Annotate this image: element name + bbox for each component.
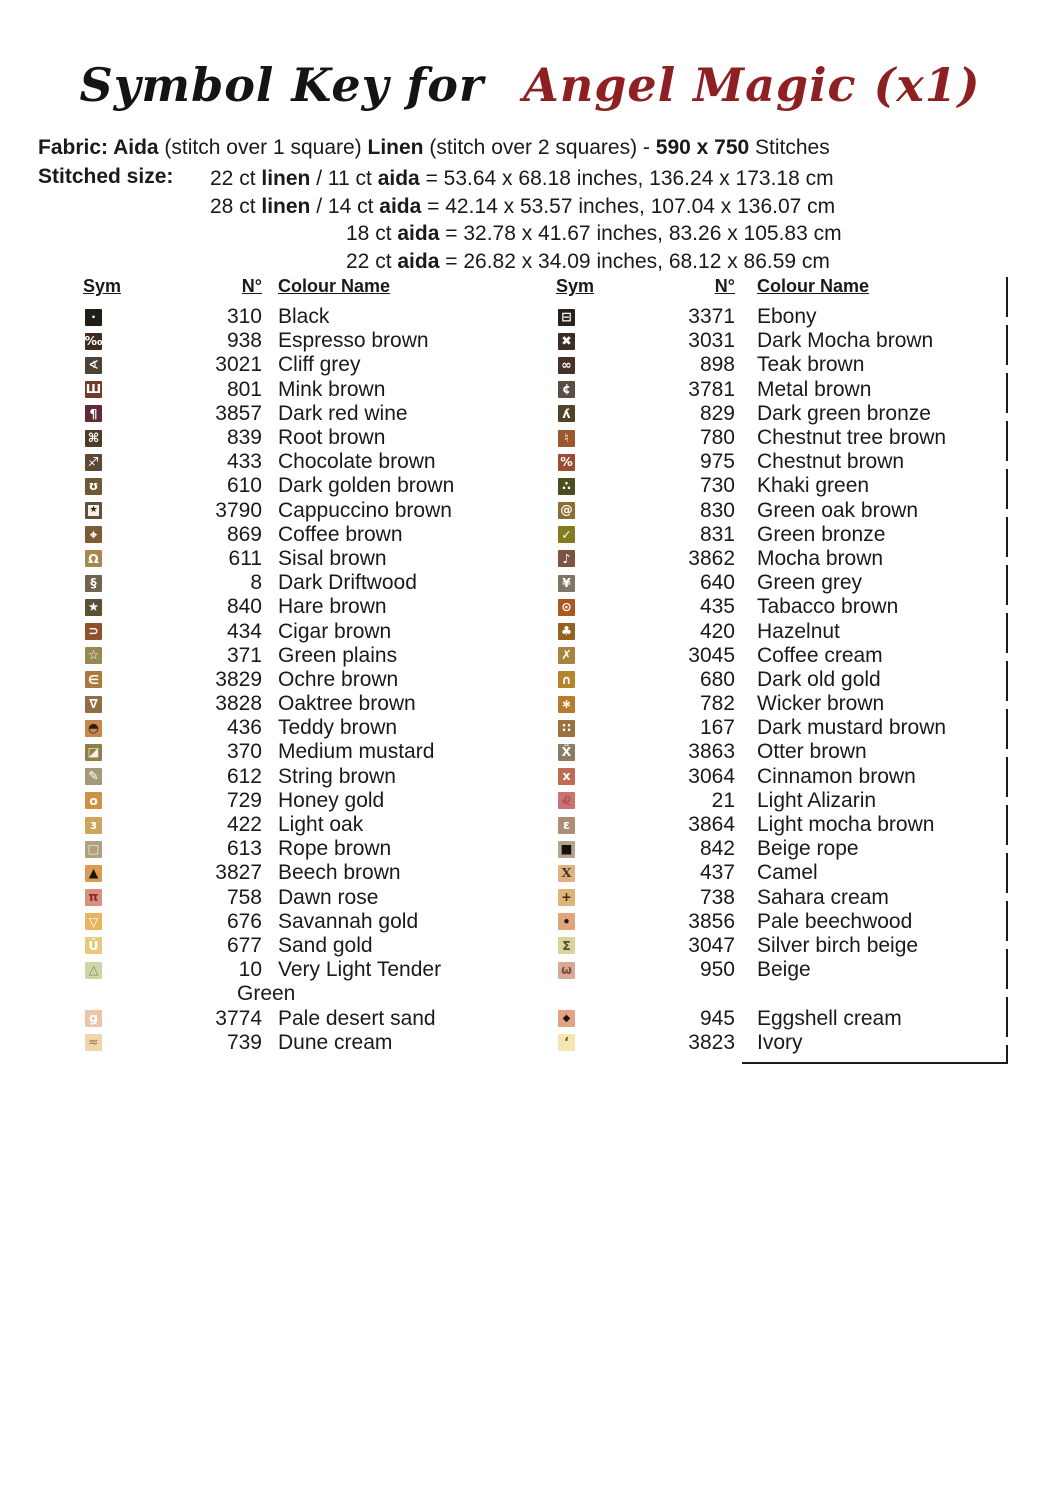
colour-name: Cappuccino brown (278, 498, 452, 522)
adjacent-page-dashed-border (1006, 277, 1008, 1063)
thread-number: 3856 (688, 909, 735, 933)
colour-name: Coffee cream (757, 643, 883, 667)
key-row (85, 861, 555, 885)
key-table-header (85, 276, 555, 305)
colour-name: Teak brown (757, 353, 865, 377)
thread-number: 782 (699, 692, 735, 716)
colour-name: Savannah gold (278, 909, 419, 933)
key-row (85, 982, 555, 1006)
stitch-symbol-swatch: Ш (85, 381, 102, 397)
header-number: N° (241, 276, 262, 296)
stitch-symbol-glyph: ★ (89, 505, 98, 516)
stitch-symbol-swatch: x (558, 768, 575, 785)
stitch-symbol-swatch: ⊙ (558, 599, 575, 616)
stitch-symbol-swatch: ¢ (558, 381, 575, 398)
thread-number: 3031 (688, 329, 735, 353)
stitch-symbol-swatch: ∗ (558, 696, 575, 713)
pattern-name: Angel Magic (x1) (523, 58, 981, 112)
stitch-symbol-swatch: ¥ (558, 575, 575, 592)
stitch-symbol-swatch: ω (558, 962, 575, 979)
thread-number: 677 (226, 933, 262, 957)
key-row (558, 765, 1028, 789)
thread-number: 3864 (688, 813, 735, 837)
thread-number: 842 (699, 837, 735, 861)
key-row (85, 716, 555, 740)
colour-name: Dark green bronze (757, 401, 931, 425)
colour-name: Dark Mocha brown (757, 329, 934, 353)
key-row (558, 571, 1028, 595)
key-row (85, 813, 555, 837)
colour-name: Dark Driftwood (278, 571, 417, 595)
key-row (558, 353, 1028, 377)
stitch-symbol-swatch: ‘ (558, 1034, 575, 1051)
colour-name: Sahara cream (757, 885, 889, 909)
key-column-right (558, 276, 1028, 1055)
stitched-size-label: Stitched size: (38, 165, 174, 188)
colour-name: Green bronze (757, 522, 886, 546)
thread-number: 830 (699, 498, 735, 522)
text-segment: aida (379, 194, 422, 218)
key-row (85, 1031, 555, 1055)
stitch-symbol-swatch: π (85, 889, 102, 906)
colour-name: Ivory (757, 1030, 803, 1054)
thread-number: 738 (699, 885, 735, 909)
colour-name: Cinnamon brown (757, 764, 916, 788)
thread-number: 436 (226, 716, 262, 740)
key-row (85, 378, 555, 402)
thread-number: 640 (699, 571, 735, 595)
key-row (85, 305, 555, 329)
colour-name: Mink brown (278, 377, 386, 401)
key-row (558, 740, 1028, 764)
key-row (558, 402, 1028, 426)
colour-name: Espresso brown (278, 329, 429, 353)
stitch-symbol-swatch: Ω (85, 550, 102, 567)
key-row (85, 474, 555, 498)
key-row (558, 450, 1028, 474)
stitch-symbol-swatch: g (85, 1010, 102, 1027)
thread-number: 610 (226, 474, 262, 498)
key-row (85, 668, 555, 692)
thread-number: 10 (238, 958, 262, 982)
text-segment: 18 ct (346, 222, 398, 246)
thread-number: 8 (250, 571, 262, 595)
colour-name: Green plains (278, 643, 398, 667)
thread-number: 3371 (688, 305, 735, 329)
key-row (85, 619, 555, 643)
stitch-symbol-swatch: ♮ (558, 430, 575, 447)
thread-number: 21 (711, 788, 735, 812)
stitch-symbol-swatch: ∩ (558, 671, 575, 688)
colour-name: Wicker brown (757, 692, 885, 716)
thread-number: 167 (699, 716, 735, 740)
stitch-symbol-swatch: ♌ (558, 792, 575, 809)
stitch-symbol-swatch: Σ (558, 937, 575, 954)
colour-name: Rope brown (278, 837, 392, 861)
colour-name: Tabacco brown (757, 595, 899, 619)
stitch-symbol-swatch: Ū (85, 937, 102, 954)
key-row (85, 692, 555, 716)
key-row (85, 402, 555, 426)
thread-number: 435 (699, 595, 735, 619)
stitch-symbol-swatch: • (558, 913, 575, 930)
text-segment: Linen (367, 136, 424, 159)
stitch-symbol-swatch: % (558, 454, 575, 471)
stitch-symbol-swatch: ♐ (85, 454, 102, 471)
stitched-size-line (210, 165, 842, 193)
stitch-symbol-swatch: @ (558, 502, 575, 519)
stitched-size-line (210, 193, 842, 221)
thread-number: 739 (226, 1030, 262, 1054)
header-number: N° (714, 276, 735, 296)
thread-number: 3781 (688, 377, 735, 401)
thread-number: 3829 (215, 667, 262, 691)
stitch-symbol-swatch: ✖ (558, 333, 575, 350)
colour-name: Dark old gold (757, 667, 881, 691)
colour-name: Cigar brown (278, 619, 392, 643)
thread-number: 3045 (688, 643, 735, 667)
colour-name: Sand gold (278, 933, 373, 957)
text-segment: linen (261, 167, 311, 190)
text-segment: = 26.82 x 34.09 inches, 68.12 x 86.59 cm (439, 249, 830, 273)
key-row (85, 523, 555, 547)
key-table-header (558, 276, 1028, 305)
key-row (558, 813, 1028, 837)
colour-name: Root brown (278, 426, 386, 450)
key-row (85, 740, 555, 764)
thread-number: 780 (699, 426, 735, 450)
colour-name: Ochre brown (278, 667, 399, 691)
stitch-symbol-swatch: + (558, 889, 575, 906)
thread-number: 613 (226, 837, 262, 861)
colour-name: Ebony (757, 305, 817, 329)
key-row (85, 499, 555, 523)
thread-number: 869 (226, 522, 262, 546)
colour-name: Coffee brown (278, 522, 403, 546)
thread-number: 611 (228, 546, 262, 570)
thread-number: 3823 (688, 1030, 735, 1054)
thread-number: 3790 (215, 498, 262, 522)
key-row (85, 353, 555, 377)
colour-name: Metal brown (757, 377, 872, 401)
key-row (85, 1006, 555, 1030)
key-row (85, 886, 555, 910)
key-row (558, 305, 1028, 329)
stitch-symbol-swatch: ʎ (558, 405, 575, 422)
colour-name: Honey gold (278, 788, 385, 812)
thread-number: 434 (226, 619, 262, 643)
thread-number: 831 (699, 522, 735, 546)
colour-name: Beech brown (278, 861, 401, 885)
thread-number: 3827 (215, 861, 262, 885)
stitched-size-line (210, 220, 842, 248)
thread-number: 3047 (688, 933, 735, 957)
colour-name: Hazelnut (757, 619, 840, 643)
colour-name: Cliff grey (278, 353, 361, 377)
stitch-symbol-swatch: ♪ (558, 550, 575, 567)
text-segment: 22 ct (346, 249, 398, 273)
thread-number: 730 (699, 474, 735, 498)
thread-number: 839 (226, 426, 262, 450)
key-row (558, 692, 1028, 716)
key-row (558, 934, 1028, 958)
thread-number: 950 (699, 958, 735, 982)
colour-name: Chestnut brown (757, 450, 905, 474)
text-segment: Stitches (749, 136, 830, 159)
key-row (558, 958, 1028, 982)
stitch-symbol-swatch: ▽ (85, 913, 102, 930)
stitch-symbol-swatch: ∴ (558, 478, 575, 495)
thread-number: 758 (226, 885, 262, 909)
thread-number: 945 (699, 1006, 735, 1030)
key-row (558, 644, 1028, 668)
thread-number: 3862 (688, 546, 735, 570)
stitch-symbol-swatch: Ẍ (558, 744, 575, 761)
thread-number: 975 (699, 450, 735, 474)
colour-name: Light oak (278, 813, 364, 837)
key-row (558, 1006, 1028, 1030)
header-sym: Sym (556, 276, 595, 296)
text-segment: aida (397, 249, 440, 273)
thread-number: 420 (699, 619, 735, 643)
stitch-symbol-swatch: ■ (558, 841, 575, 858)
key-row (558, 861, 1028, 885)
key-row (558, 595, 1028, 619)
colour-name: Light mocha brown (757, 813, 935, 837)
key-row (558, 547, 1028, 571)
text-segment: linen (261, 194, 311, 218)
thread-number: 829 (699, 401, 735, 425)
stitch-symbol-swatch: · (85, 309, 102, 326)
stitch-symbol-swatch: ▲ (85, 865, 102, 882)
stitched-size-line (210, 248, 842, 276)
colour-name: Pale desert sand (278, 1006, 436, 1030)
stitch-symbol-swatch: ✓ (558, 526, 575, 543)
fabric-info-line (38, 136, 830, 160)
thread-number: 3064 (688, 764, 735, 788)
thread-number: 676 (226, 909, 262, 933)
stitch-symbol-swatch: ★ (85, 599, 102, 616)
colour-name: Chocolate brown (278, 450, 436, 474)
stitch-symbol-swatch: ⊃ (85, 623, 102, 640)
stitch-symbol-swatch: ◆ (558, 1010, 575, 1027)
key-row (85, 644, 555, 668)
key-row (85, 547, 555, 571)
key-row (85, 426, 555, 450)
stitch-symbol-swatch: ∞ (558, 357, 575, 374)
colour-name: Pale beechwood (757, 909, 913, 933)
colour-name: Mocha brown (757, 546, 884, 570)
stitch-symbol-swatch: ◓ (85, 720, 102, 737)
stitch-symbol-swatch (85, 502, 102, 519)
colour-name: Dawn rose (278, 885, 379, 909)
colour-name: Black (278, 305, 330, 329)
key-row (85, 450, 555, 474)
key-row (558, 499, 1028, 523)
key-row (558, 474, 1028, 498)
colour-name: Chestnut tree brown (757, 426, 947, 450)
colour-name: Very Light Tender (278, 958, 442, 982)
page-title (0, 58, 1060, 112)
text-segment: 22 ct (210, 167, 262, 190)
stitch-symbol-swatch: ⊟ (558, 309, 575, 326)
header-colour-name: Colour Name (278, 276, 391, 296)
colour-name: Hare brown (278, 595, 387, 619)
header-colour-name: Colour Name (757, 276, 870, 296)
thread-number: 801 (226, 377, 262, 401)
adjacent-page-bottom-border (742, 1062, 1008, 1064)
colour-name: Beige rope (757, 837, 859, 861)
stitch-symbol-swatch: ☆ (85, 647, 102, 664)
key-row (558, 837, 1028, 861)
colour-name: Light Alizarin (757, 788, 877, 812)
key-row (558, 789, 1028, 813)
thread-number: 433 (226, 450, 262, 474)
key-row (85, 571, 555, 595)
key-column-left (85, 276, 555, 1055)
thread-number: 437 (699, 861, 735, 885)
stitch-symbol-swatch: ∢ (85, 357, 102, 374)
stitch-symbol-swatch: ∇ (85, 696, 102, 713)
thread-number: 612 (226, 764, 262, 788)
thread-number: 310 (226, 305, 262, 329)
stitch-symbol-swatch: ⌖ (85, 526, 102, 543)
key-row (558, 668, 1028, 692)
header-sym: Sym (83, 276, 122, 296)
text-segment: = 42.14 x 53.57 inches, 107.04 x 136.07 cm (421, 194, 836, 218)
key-row (558, 910, 1028, 934)
text-segment: 590 x 750 (655, 136, 750, 159)
stitched-size-lines (210, 165, 842, 275)
key-row (558, 329, 1028, 353)
text-segment: aida (377, 167, 420, 190)
key-row (558, 1031, 1028, 1055)
text-segment: / 14 ct (310, 194, 380, 218)
stitch-symbol-swatch: △ (85, 962, 102, 979)
text-segment: (stitch over 2 squares) - (423, 136, 656, 159)
thread-number: 370 (226, 740, 262, 764)
stitch-symbol-swatch: ε (558, 817, 575, 834)
stitch-symbol-swatch: ¶ (85, 405, 102, 422)
stitch-symbol-swatch: ∈ (85, 671, 102, 688)
thread-number: 422 (226, 813, 262, 837)
thread-number: 840 (226, 595, 262, 619)
text-segment: Aida (113, 136, 159, 159)
colour-name: Green oak brown (757, 498, 919, 522)
thread-number: 3857 (215, 401, 262, 425)
colour-name: String brown (278, 764, 396, 788)
thread-number: 371 (226, 643, 262, 667)
colour-name: Medium mustard (278, 740, 435, 764)
thread-number: 938 (226, 329, 262, 353)
stitch-symbol-swatch: ʊ (85, 478, 102, 495)
key-row (85, 789, 555, 813)
colour-name: Eggshell cream (757, 1006, 902, 1030)
thread-number: 3828 (215, 692, 262, 716)
text-segment: aida (397, 222, 440, 246)
key-row (85, 837, 555, 861)
colour-name: Green grey (757, 571, 863, 595)
key-row (558, 426, 1028, 450)
thread-number: 898 (699, 353, 735, 377)
colour-name: Oaktree brown (278, 692, 416, 716)
key-row (85, 958, 555, 982)
stitch-symbol-swatch: ✎ (85, 768, 102, 785)
text-segment: (stitch over 1 square) (158, 136, 368, 159)
stitch-symbol-swatch: X (558, 865, 575, 882)
stitch-symbol-swatch: o (85, 792, 102, 809)
stitch-symbol-swatch: ✗ (558, 647, 575, 664)
stitch-symbol-swatch: ɜ (85, 817, 102, 834)
colour-name: Dark mustard brown (757, 716, 947, 740)
key-row (558, 886, 1028, 910)
colour-name: Otter brown (757, 740, 867, 764)
stitch-symbol-swatch: ⌘ (85, 430, 102, 447)
text-segment: / 11 ct (310, 167, 378, 190)
thread-number: 3021 (215, 353, 262, 377)
stitch-symbol-swatch: ♣ (558, 623, 575, 640)
key-row (558, 523, 1028, 547)
stitch-symbol-swatch: ≈ (85, 1034, 102, 1051)
key-row (558, 378, 1028, 402)
key-row (85, 765, 555, 789)
colour-name: Khaki green (757, 474, 870, 498)
colour-name: Camel (757, 861, 818, 885)
key-row (85, 329, 555, 353)
colour-name: Dark red wine (278, 401, 408, 425)
colour-name: Teddy brown (278, 716, 398, 740)
key-row (558, 619, 1028, 643)
colour-name: Sisal brown (278, 546, 387, 570)
thread-number: 729 (226, 788, 262, 812)
text-segment: Fabric: (38, 136, 114, 159)
title-prefix: Symbol Key for (79, 58, 485, 112)
key-row (85, 934, 555, 958)
colour-name: Silver birch beige (757, 933, 919, 957)
key-row (85, 595, 555, 619)
thread-number: 3774 (215, 1006, 262, 1030)
text-segment: = 32.78 x 41.67 inches, 83.26 x 105.83 cm (439, 222, 842, 246)
text-segment: 28 ct (210, 194, 262, 218)
colour-name: Beige (757, 958, 811, 982)
stitch-symbol-swatch: ∷ (558, 720, 575, 737)
thread-number: 3863 (688, 740, 735, 764)
colour-name: Dark golden brown (278, 474, 455, 498)
stitch-symbol-swatch: □ (85, 841, 102, 858)
stitch-symbol-swatch: ‰ (84, 333, 103, 349)
text-segment: = 53.64 x 68.18 inches, 136.24 x 173.18 cm (419, 167, 834, 190)
key-row (558, 716, 1028, 740)
key-row (85, 910, 555, 934)
thread-number: 680 (699, 667, 735, 691)
stitch-symbol-swatch: § (85, 575, 102, 592)
colour-name-continuation: Green (237, 982, 296, 1006)
stitch-symbol-swatch: ◪ (85, 744, 102, 761)
colour-name: Dune cream (278, 1030, 393, 1054)
